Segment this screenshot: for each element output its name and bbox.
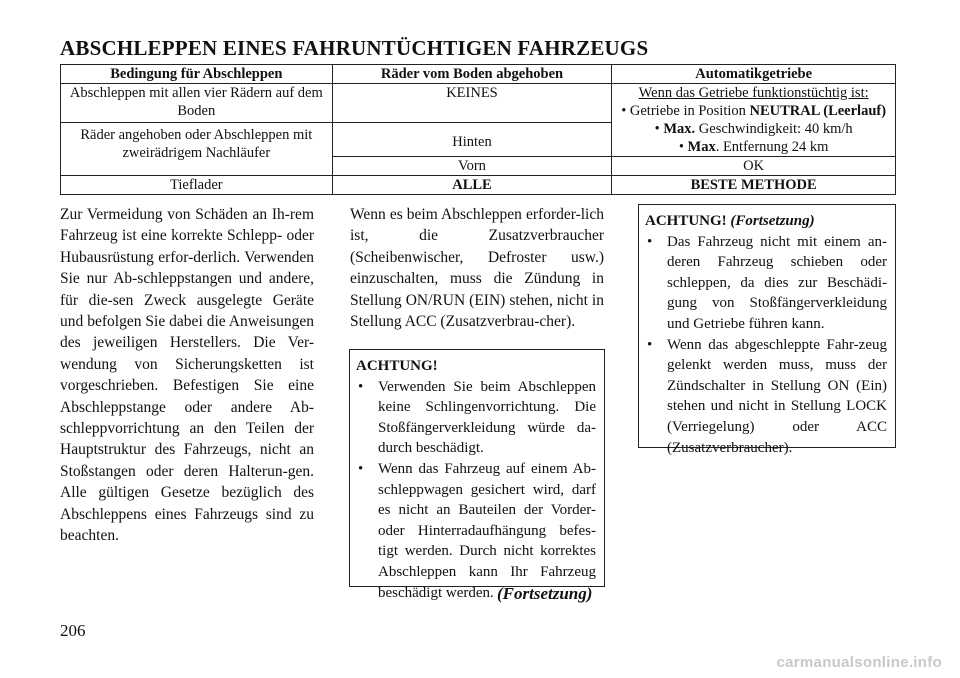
warning-title: ACHTUNG! (356, 358, 438, 374)
table-cell: Abschleppen mit allen vier Rädern auf dem Boden (61, 84, 333, 123)
text: Max (687, 139, 716, 155)
text: • (678, 139, 688, 155)
auto-instructions-line (616, 120, 891, 138)
warning-list (356, 377, 596, 604)
list-item: • Verwenden Sie beim Abschleppen keine Schlingenvorrichtung. Die Stoßfängerverkleidung würde da-durch beschädigt. (356, 377, 596, 459)
table-header: Räder vom Boden abgehoben (332, 65, 612, 84)
text: Geschwindigkeit: 40 km/h (695, 121, 853, 137)
table-cell: BESTE METHODE (612, 176, 896, 195)
table-cell: KEINES (332, 84, 612, 123)
text: NEUTRAL (Leerlauf) (749, 103, 887, 119)
list-item: • Wenn das Fahrzeug auf einem Ab-schleppwagen gesichert wird, darf es nicht an Bauteilen der Vorder- oder Hinterradaufhängung befes-tigt werden. Durch nicht korrektes Abschleppen kann Ihr Fahrzeug beschädigt werden. (356, 459, 596, 603)
text: (Fortsetzung) (730, 213, 815, 229)
table-row (61, 84, 896, 123)
auto-instructions-heading: Wenn das Getriebe funktionstüchtig ist: (638, 85, 869, 101)
auto-instructions-cell (612, 84, 896, 157)
watermark: carmanualsonline.info (776, 654, 942, 671)
table-header-row (61, 65, 896, 84)
paragraph: Wenn es beim Abschleppen erforder-lich ist, die Zusatzverbraucher (Scheibenwischer, Defroster usw.) einzuschalten, muss die Zündung in Stellung ON/RUN (EIN) stehen, nicht in Stellung ACC (Zusatzverbrau-cher). (350, 206, 604, 331)
table-header: Automatikgetriebe (612, 65, 896, 84)
text: • Getriebe in Position (621, 103, 750, 119)
table-cell: OK (612, 157, 896, 176)
towing-table (60, 64, 896, 195)
table-cell: Hinten (332, 123, 612, 157)
table-cell: ALLE (332, 176, 612, 195)
text: Max. (663, 121, 696, 137)
warning-list (645, 232, 887, 459)
list-item: • Das Fahrzeug nicht mit einem an-deren Fahrzeug schieben oder schleppen, da dies zur Beschädi-gung von Stoßfängerverkleidung und Getriebe führen kann. (645, 232, 887, 335)
paragraph: Zur Vermeidung von Schäden an Ih-rem Fahrzeug ist eine korrekte Schlepp- oder Hubausrüstung erfor-derlich. Verwenden Sie nur Ab-schleppstangen und andere, für die-sen Zweck ausgelegte Geräte und befolgen Sie dabei die Anweisungen des jeweiligen Herstellers. Die Ver-wendung von Sicherungsketten ist vorgeschrieben. Befestigen Sie eine Abschleppstange oder andere Ab-schleppvorrichtung an den Teilen der Hauptstruktur des Fahrzeugs, nicht an Stoßstangen oder deren Halterun-gen. Alle gültigen Gesetze bezüglich des Abschleppens eines Fahrzeugs sind zu beachten. (60, 206, 314, 545)
text: • (654, 121, 664, 137)
auto-instructions-line (616, 138, 891, 156)
body-text-column-1 (60, 204, 314, 547)
warning-title (645, 211, 887, 232)
table-cell: Vorn (332, 157, 612, 176)
warning-box-continued (638, 204, 896, 456)
text: ACHTUNG! (645, 213, 727, 229)
table-row (61, 176, 896, 195)
page-number: 206 (60, 621, 86, 640)
page-title: ABSCHLEPPEN EINES FAHRUNTÜCHTIGEN FAHRZEUGS (60, 36, 649, 60)
body-text-column-2 (350, 204, 604, 332)
table-header: Bedingung für Abschleppen (61, 65, 333, 84)
table-cell: Tieflader (61, 176, 333, 195)
continued-label: (Fortsetzung) (497, 584, 593, 603)
table-cell: Räder angehoben oder Abschleppen mit zweirädrigem Nachläufer (61, 123, 333, 176)
auto-instructions-line (616, 102, 891, 120)
text: . Entfernung 24 km (715, 139, 829, 155)
list-item: • Wenn das abgeschleppte Fahr-zeug gelenkt werden muss, muss der Zündschalter in Stellung ON (Ein) stehen und nicht in Stellung LOCK (Verriegelung) oder ACC (Zusatzverbraucher). (645, 335, 887, 459)
